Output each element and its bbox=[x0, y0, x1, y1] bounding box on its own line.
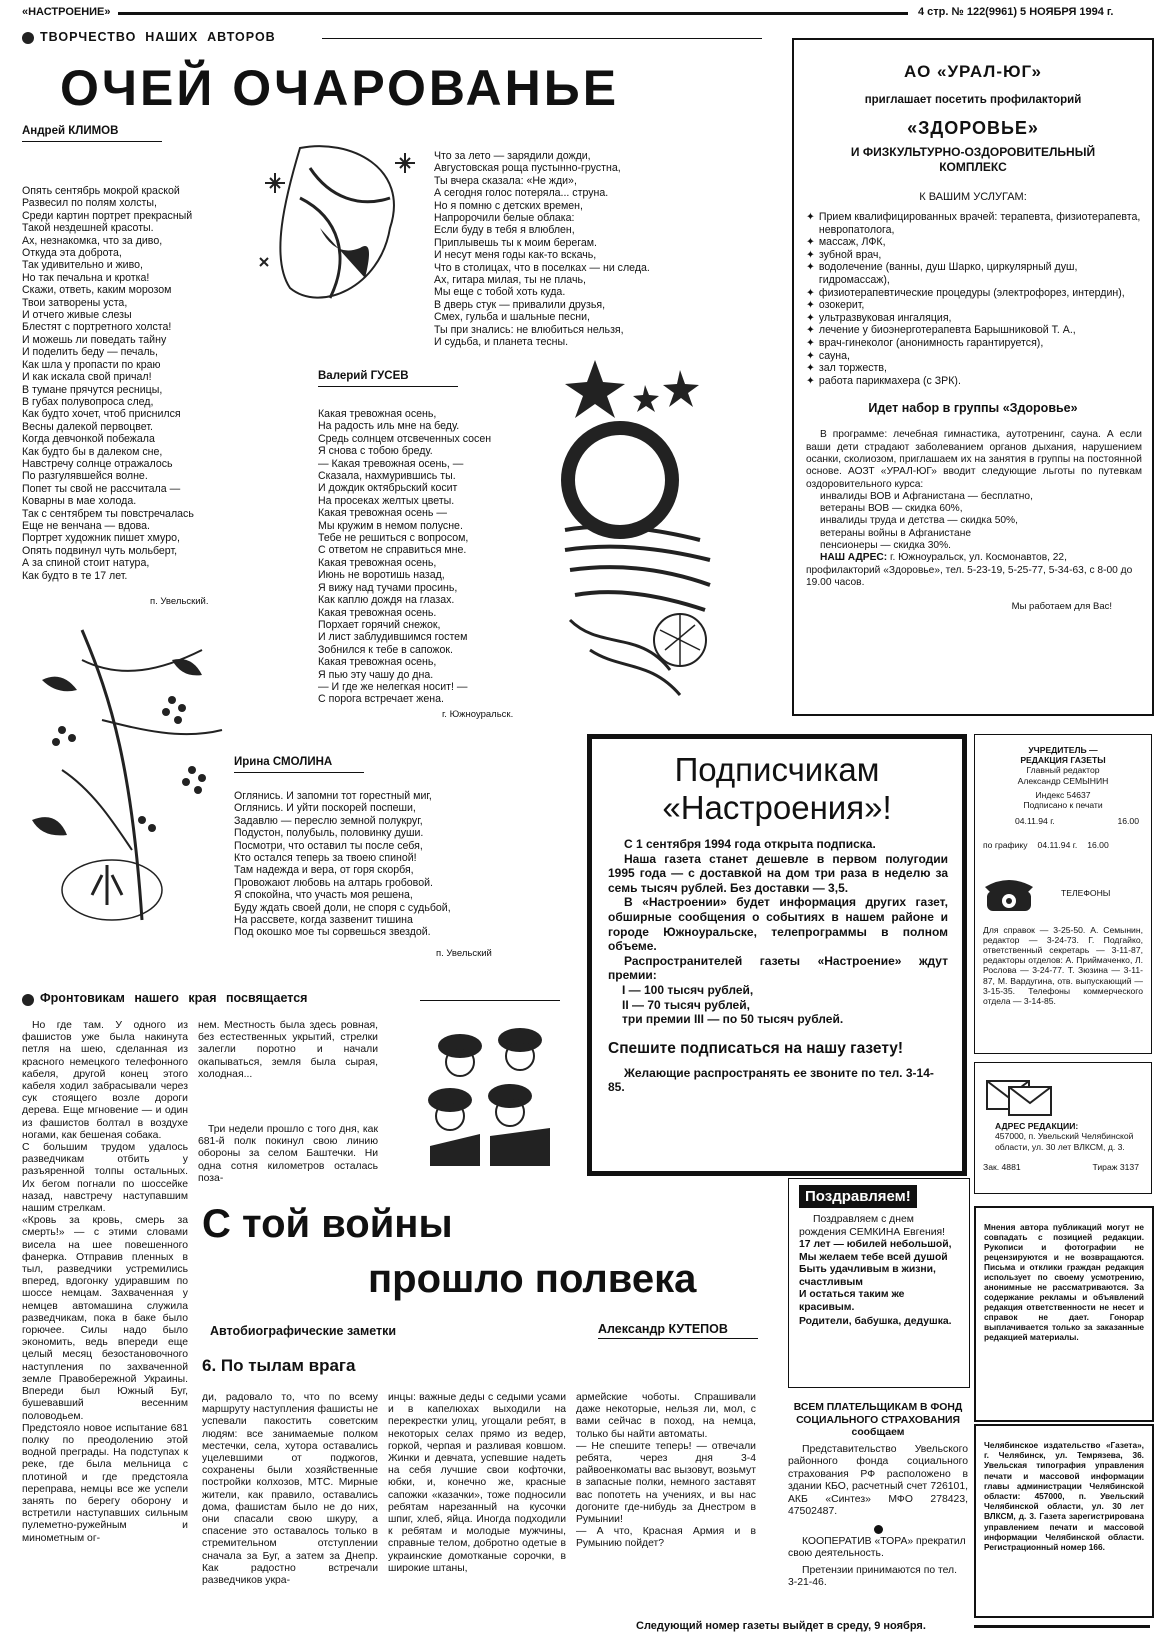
ad-company: АО «УРАЛ-ЮГ» bbox=[904, 62, 1042, 81]
imprint-address-box bbox=[974, 1062, 1152, 1194]
congrats-text-4: Быть удачливым в жизни, счастливым bbox=[799, 1264, 936, 1288]
author-smolina-rule bbox=[234, 772, 364, 773]
bullet-star-icon: ✦ bbox=[806, 374, 815, 387]
main-title: ОЧЕЙ ОЧАРОВАНЬЕ bbox=[60, 60, 620, 116]
envelope-icon bbox=[985, 1077, 1055, 1117]
soldiers-illustration bbox=[420, 1016, 570, 1166]
author-rule bbox=[22, 141, 162, 142]
ad-ural-yug bbox=[792, 38, 1154, 716]
imprint-phones: Для справок — 3-25-50. А. Семынин, редактор — 3-24-73. Г. Подгайко, ответственный секретарь — 3-11-87, редакторы отделов: А. Приймаченко, Л. Рослова — 3-24-77. Т. Зюзина — 3-11-87, М. Вардугина, отв. выпускающий — 3-15-35. Телефоны коммерческого отдела — 3-14-85. bbox=[983, 924, 1143, 1007]
war-column-3: ди, радовало то, что по всему маршруту наступления фашисты не успевали пакостить советским людям: все занимаемые полком местечки, села, хутора оставались уцелевшими от поджогов, сохранены были хозяйственные постройки колхозов, МТС. Мирные жители, как правило, оставались дома, фашистам было не до них, они спасали свою шкуру, а спасение это оставалось только в стремительном отступлении сначала за Буг, а затем за Днепр. Как радостно встречали разведчиков укра- bbox=[202, 1392, 378, 1587]
subscription-box bbox=[587, 734, 967, 1176]
social-fund-dot-icon bbox=[874, 1525, 883, 1534]
bullet-star-icon: ✦ bbox=[806, 362, 815, 375]
poem-smolina: Оглянись. И запомни тот горестный миг, Оглянись. И уйти поскорей поспеши, Задавлю — переслю земной полукруг, Подустон, полубыль, половинку души. Посмотри, что оставил ты после себя, Кто остался теперь за твоею спиной! Там надежда и вера, от горя скорбя, Провожают любовь на алтарь гробовой. Я спокойна, что участь моя решена, Буду ждать своей доли, не споря с судьбой, На рассвете, когда зазвенит тишина Под окошко мое ты сорвешься звездой. bbox=[234, 790, 451, 939]
imprint-address-title: АДРЕС РЕДАКЦИИ: bbox=[995, 1121, 1079, 1132]
war-column-4: инцы: важные деды с седыми усами и в капелюхах выходили на перекрестки улиц, угощали ребят, в некоторых селах прямо из ведер, горкой, черпая и разливая ковшом. Жинки и девчата, успевшие надеть на себя лучшие свои кофточки, юбки, и, конечно же, красные сапожки «казачки», тоже подносили ребятам нарезанный на кусочки шпиг, хлеб, яйца. Иногда подходили к ребятам и молодые мужчины, справные телом, добротно одетые в украинские домотканые сорочки, в широкие штаны, bbox=[388, 1392, 566, 1574]
author-smolina: Ирина СМОЛИНА bbox=[234, 756, 333, 768]
imprint-time-1: 16.00 bbox=[1117, 816, 1139, 827]
subscription-p3: В «Настроении» будет информация других газет, обширные сообщения о событиях в нашем районе и городе Южноуральске, телепрограммы в полном объеме. bbox=[608, 895, 948, 954]
imprint-box bbox=[974, 734, 1152, 1054]
ad-service-text: физиотерапевтические процедуры (электрофорез, интердин), bbox=[818, 286, 1125, 299]
ad-service-text: работа парикмахера (с ЗРК). bbox=[818, 374, 961, 387]
imprint-founder: УЧРЕДИТЕЛЬ — РЕДАКЦИЯ ГАЗЕТЫ bbox=[1020, 745, 1106, 766]
imprint-editor: Главный редактор Александр СЕМЫНИН bbox=[1017, 765, 1109, 786]
subscription-prize-1: I — 100 тысяч рублей, bbox=[622, 982, 754, 997]
ad-service-item bbox=[806, 211, 1142, 236]
header-paper-name: «НАСТРОЕНИЕ» bbox=[22, 6, 111, 18]
war-column-2b: Три недели прошло с того дня, как 681-й полк покинул свою линию обороны за селом Баштечки. Ни одна сотня километров осталась поза- bbox=[198, 1124, 378, 1184]
rowan-branch-illustration bbox=[22, 620, 232, 930]
poem-klimov-2: Что за лето — зарядили дожди, Августовская роща пустынно-грустна, Ты вчера сказала: «Не жди», А сегодня голос потеряла... струна. Но я помню с детских времен, Напророчили белые облака: Если буду в тебя я влюблен, Приплывешь ты к моим берегам. И несут меня годы как-то вскачь, Что в столицах, что в поселках — ни следа. Ах, гитара милая, ты не плачь, Мы еще с тобой хоть куда. В дверь стук — привалили друзья, Смех, гульба и шальные песни, Ты при знались: не влюбиться нельзя, И судьба, и планета тесны. bbox=[434, 150, 650, 349]
imprint-date-1: 04.11.94 г. bbox=[1015, 816, 1055, 827]
bullet-star-icon: ✦ bbox=[806, 236, 815, 249]
subscription-call: Желающие распространять ее звоните по тел. 3-14-85. bbox=[608, 1065, 934, 1095]
war-column-2a: нем. Местность была здесь ровная, без естественных укрытий, стрелки залегли поротно и начали окапываться, земля была сырая, холодная... bbox=[198, 1020, 378, 1080]
ad-service-item bbox=[806, 236, 1142, 249]
ad-service-text: врач-гинеколог (анонимность гарантируется), bbox=[818, 336, 1044, 349]
war-column-1: Но где там. У одного из фашистов уже была накинута петля на шею, сделанная из красного немецкого телефонного кабеля, другой конец этого кабеля ходил забрасывали через сук стоящего возле дороги дерева. Еще мгновение — и один из фашистов болтал в воздухе ногами, как бешеная собака. С большим трудом удалось разведчикам отбить у разъяренной толпы остальных. Их бегом погнали по шоссейке назад, навстречу наступавшим нашим стрелкам. «Кровь за кровь, смерь за смерть!» — с этими словами висела на шее повешенного фанерка. Отправив пленных в тыл, разведчики устремились вперед, вдогонку удиравшим по шоссе немцам. Захваченная у немцев автомашина служила разведчикам, пока в баке было горючее. Силы надо было экономить, ведь впереди еще целый месяц безостановочного наступления по захваченной земле Правобережной Украины. Впереди был Южный Буг, бушевавший весенним половодьем. Предстояло новое испытание 681 полку по преодолению этой водной преграды. На подступах к реке, где была мельница с плотиной и где предстояла переправа, немцы все же успели занять по берегу оборону и встретили наступавших сильным пулеметно-ружейным и минометным ог- bbox=[22, 1020, 188, 1544]
subscription-p2: Наша газета станет дешевле в первом полугодии 1995 года — с доставкой на дом три раза в неделю за семь тысяч рублей. Без доставки — 3,5. bbox=[608, 851, 948, 895]
ad-program: В программе: лечебная гимнастика, аутотренинг, сауна. А если ваши дети страдают заболеванием органов дыхания, нарушением осанки, сколиозом, приглашаем их на занятия в группы на постоянной основе. АОЗТ «УРАЛ-ЮГ» вводит следующие льготы по путевкам оздоровительного курса: bbox=[806, 429, 1142, 490]
ad-address-label: НАШ АДРЕС: bbox=[820, 552, 888, 564]
subscription-prize-3: три премии III — по 50 тысяч рублей. bbox=[622, 1012, 844, 1027]
telephone-icon bbox=[983, 873, 1035, 913]
rubric-rule bbox=[322, 38, 762, 39]
subscription-p1: С 1 сентября 1994 года открыта подписка. bbox=[624, 837, 876, 851]
imprint-index: Индекс 54637 bbox=[1035, 789, 1091, 800]
front-rubric-bullet-icon bbox=[22, 994, 34, 1006]
poem-gusev-place: г. Южноуральск. bbox=[442, 709, 514, 720]
ad-service-text: Прием квалифицированных врачей: терапевта, физиотерапевта, невропатолога, bbox=[818, 211, 1141, 236]
war-section: 6. По тылам врага bbox=[202, 1356, 356, 1375]
war-author-rule bbox=[598, 1338, 758, 1339]
ad-service-item bbox=[806, 375, 1142, 388]
imprint-order: Зак. 4881 bbox=[983, 1161, 1021, 1172]
poem-klimov-place: п. Увельский. bbox=[150, 596, 209, 607]
imprint-phones-title: ТЕЛЕФОНЫ bbox=[1061, 887, 1111, 898]
ad-benefit-item: инвалиды ВОВ и Афганистана — бесплатно, bbox=[820, 490, 1033, 502]
war-title-1: С той войны bbox=[202, 1202, 453, 1246]
ad-service-item bbox=[806, 287, 1142, 300]
ad-service-item bbox=[806, 249, 1142, 262]
ad-service-item bbox=[806, 337, 1142, 350]
ad-address: г. Южноуральск, ул. Космонавтов, 22, профилакторий «Здоровье», тел. 5-23-19, 5-25-77, 5-34-63, с 8-00 до 19.00 часов. bbox=[806, 552, 1133, 588]
ad-service-item bbox=[806, 299, 1142, 312]
imprint-address: 457000, п. Увельский Челябинской области, ул. 30 лет ВЛКСМ, д. 3. bbox=[995, 1131, 1134, 1152]
bullet-star-icon: ✦ bbox=[806, 336, 815, 349]
subscription-prize-2: II — 70 тысяч рублей, bbox=[622, 997, 750, 1012]
subscription-p4: Распространителей газеты «Настроение» ждут премии: bbox=[608, 953, 948, 983]
ad-service-text: зубной врач, bbox=[818, 248, 882, 261]
ad-welcome: Мы работаем для Вас! bbox=[1011, 601, 1112, 613]
ad-benefit-item: пенсионеры — скидка 30%. bbox=[820, 539, 951, 551]
front-rubric-rule bbox=[420, 1000, 560, 1001]
ad-service-item bbox=[806, 350, 1142, 363]
author-gusev-rule bbox=[318, 386, 458, 387]
ad-name: «ЗДОРОВЬЕ» bbox=[907, 118, 1039, 138]
imprint-time-2: 16.00 bbox=[1087, 840, 1109, 851]
night-sky-illustration bbox=[560, 350, 730, 710]
ad-service-text: ультразвуковая ингаляция, bbox=[818, 311, 952, 324]
ad-sub: И ФИЗКУЛЬТУРНО-ОЗДОРОВИТЕЛЬНЫЙ КОМПЛЕКС bbox=[850, 145, 1096, 174]
imprint-circulation: Тираж 3137 bbox=[1092, 1161, 1139, 1172]
header-issue: 4 стр. № 122(9961) 5 НОЯБРЯ 1994 г. bbox=[918, 6, 1114, 18]
ad-service-text: озокерит, bbox=[818, 299, 865, 312]
ad-service-text: водолечение (ванны, душ Шарко, циркулярный душ, гидромассаж), bbox=[818, 261, 1078, 286]
ad-service-item bbox=[806, 261, 1142, 286]
social-fund-title: ВСЕМ ПЛАТЕЛЬЩИКАМ В ФОНД СОЦИАЛЬНОГО СТРАХОВАНИЯ сообщаем bbox=[793, 1402, 963, 1438]
imprint-publisher-box bbox=[974, 1424, 1154, 1618]
ad-services-title: К ВАШИМ УСЛУГАМ: bbox=[919, 191, 1027, 203]
bullet-star-icon: ✦ bbox=[806, 311, 815, 324]
bullet-star-icon: ✦ bbox=[806, 286, 815, 299]
subscription-text bbox=[608, 837, 948, 1027]
social-fund-text: Представительство Увельского районного фонда социального страхования РФ расположено в здании КБО, расчетный счет 726101, АКБ «Синтез» МФО 278423, 47502487. bbox=[788, 1443, 968, 1517]
ad-benefit-item: инвалиды труда и детства — скидка 50%, bbox=[820, 515, 1018, 527]
imprint-disclaimer: Мнения автора публикаций могут не совпадать с позицией редакции. Рукописи и фотографии не рецензируются и не возвращаются. Письма и отклики граждан редакция использует по своему усмотрению, анонимные не рассматриваются. За содержание рекламы и объявлений редакция ответственности не несет и справок не дает. Гонорар выплачивается только за заказанные редакцией материалы. bbox=[984, 1222, 1144, 1342]
bullet-star-icon: ✦ bbox=[806, 248, 815, 261]
subscription-title-1: Подписчикам bbox=[674, 751, 880, 788]
subscription-title-2: «Настроения»! bbox=[662, 789, 892, 826]
war-author: Александр КУТЕПОВ bbox=[598, 1322, 728, 1336]
social-fund-block bbox=[788, 1402, 968, 1590]
ad-invites: приглашает посетить профилакторий bbox=[864, 94, 1082, 106]
congrats-text-1: Поздравляем с днем рождения СЕМКИНА Евгения! bbox=[799, 1214, 946, 1238]
poem-gusev: Какая тревожная осень, На радость иль мне на беду. Средь солнцем отсвеченных сосен Я снова с тобою бреду. — Какая тревожная осень, — Сказала, нахмурившись ты. И дождик октябрьский косит На просеках желтых цветы. Какая тревожная осень — Мы кружим в немом полусне. Тебе не решиться с вопросом, С ответом не справиться мне. Какая тревожная осень, Июнь не воротишь назад, Я вижу над тучами просинь, Как каплю дождя на глазах. Какая тревожная осень. Порхает горячий снежок, И лист заблудившимся гостем Зобнился к тебе в сапожок. Какая тревожная осень, Я пью эту чашу до дна. — И где же нелегкая носит! — С порога встречает жена. bbox=[318, 408, 492, 706]
ad-service-item bbox=[806, 324, 1142, 337]
ad-service-text: массаж, ЛФК, bbox=[818, 236, 886, 249]
next-issue-note: Следующий номер газеты выйдет в среду, 9 ноября. bbox=[636, 1620, 926, 1632]
rubric-bullet-icon bbox=[22, 32, 34, 44]
ad-service-item bbox=[806, 362, 1142, 375]
war-column-5: армейские чоботы. Спрашивали даже некоторые, нельзя ли, мол, с вами сейчас в поход, на немца, только бы найти автоматы. — Не спешите теперь! — отвечали ребята, через дня 3-4 райвоенкоматы вас вызовут, возьмут в запасные полки, немного заставят вас попотеть на учениях, и вы нас догоните где-нибудь за Днестром в Румынии! — А что, Красная Армия и в Румынию пойдет? bbox=[576, 1392, 756, 1550]
ad-services-list bbox=[806, 211, 1142, 387]
author-gusev: Валерий ГУСЕВ bbox=[318, 370, 409, 382]
author-klimov: Андрей КЛИМОВ bbox=[22, 125, 119, 137]
congrats-text-2: 17 лет — юбилей небольшой, bbox=[799, 1239, 952, 1250]
social-fund-coop: КООПЕРАТИВ «ТОРА» прекратил свою деятельность. bbox=[788, 1535, 966, 1559]
war-subtitle: Автобиографические заметки bbox=[210, 1324, 397, 1338]
rubric-front: Фронтовикам нашего края посвящается bbox=[40, 991, 308, 1005]
rubric-creative: ТВОРЧЕСТВО НАШИХ АВТОРОВ bbox=[40, 30, 276, 44]
imprint-signed: Подписано к печати bbox=[1023, 800, 1103, 811]
ad-service-text: зал торжеств, bbox=[818, 362, 887, 375]
ad-address-block bbox=[806, 552, 1142, 589]
congrats-box bbox=[788, 1178, 970, 1388]
ad-benefit-item: ветераны войны в Афганистане bbox=[820, 527, 971, 539]
war-title-2: прошло полвека bbox=[368, 1257, 697, 1301]
header-rule bbox=[118, 12, 908, 15]
bullet-star-icon: ✦ bbox=[806, 261, 815, 274]
woman-portrait-illustration bbox=[240, 138, 435, 323]
imprint-schedule: по графику bbox=[983, 840, 1028, 851]
ad-service-text: лечение у биоэнерготерапевта Барышниковой Т. А., bbox=[818, 324, 1076, 337]
social-fund-claims: Претензии принимаются по тел. 3-21-46. bbox=[788, 1564, 958, 1588]
ad-benefit-item: ветераны ВОВ — скидка 60%, bbox=[820, 503, 963, 515]
imprint-date-2: 04.11.94 г. bbox=[1037, 840, 1078, 851]
ad-service-text: сауна, bbox=[818, 349, 850, 362]
poem-smolina-place: п. Увельский bbox=[436, 948, 492, 959]
congrats-text-3: Мы желаем тебе всей душой bbox=[799, 1251, 948, 1263]
congrats-text-5: И остаться таким же красивым. bbox=[799, 1289, 905, 1313]
ad-service-item bbox=[806, 312, 1142, 325]
congrats-badge: Поздравляем! bbox=[799, 1185, 917, 1208]
ad-groups: Идет набор в группы «Здоровье» bbox=[868, 401, 1078, 416]
bullet-star-icon: ✦ bbox=[806, 211, 815, 223]
subscription-hurry: Спешите подписаться на нашу газету! bbox=[608, 1039, 904, 1057]
bullet-star-icon: ✦ bbox=[806, 324, 815, 337]
bullet-star-icon: ✦ bbox=[806, 349, 815, 362]
imprint-publisher: Челябинское издательство «Газета», г. Челябинск, ул. Темрязева, 36. Увельская типография управления печати и массовой информации главы администрации Челябинской области: 457000, п. Увельский Челябинской области, ул. 30 лет ВЛКСМ, д. 3. Газета зарегистрирована управлением печати и массовой информации Челябинской области. Регистрационный номер 166. bbox=[984, 1440, 1144, 1553]
poem-klimov: Опять сентябрь мокрой краской Развесил по полям холсты, Среди картин портрет прекрасный Такой нездешней красоты. Ах, незнакомка, что за диво, Откуда эта доброта, Так удивительно и живо, Но так печальна и кротка! Скажи, ответь, каким морозом Твои затворены уста, И отчего живые слезы Блестят с портретного холста! И можешь ли поведать тайну И поделить беду — печаль, Как шла у пропасти по краю И как искала свой причал! В тумане прячутся ресницы, В губах полувопроса след, Как будто хочет, чтоб приснился Весны далекой первоцвет. Когда девчонкой побежала Как будто бы в далеком сне, Навстречу солнце отражалось По разгулявшейся волне. Попет ты свой не рассчитала — Коварны в мае холода. Так с сентябрем ты повстречалась Еще не венчана — вдова. Портрет художник пишет хмуро, Опять подвинул чуть мольберт, А за спиной стоит натура, Как будто в те 17 лет. bbox=[22, 185, 194, 582]
imprint-disclaimer-box bbox=[974, 1206, 1154, 1422]
ad-benefits bbox=[820, 491, 1142, 552]
congrats-sign: Родители, бабушка, дедушка. bbox=[799, 1316, 952, 1327]
footer-rule bbox=[974, 1625, 1150, 1628]
bullet-star-icon: ✦ bbox=[806, 299, 815, 312]
